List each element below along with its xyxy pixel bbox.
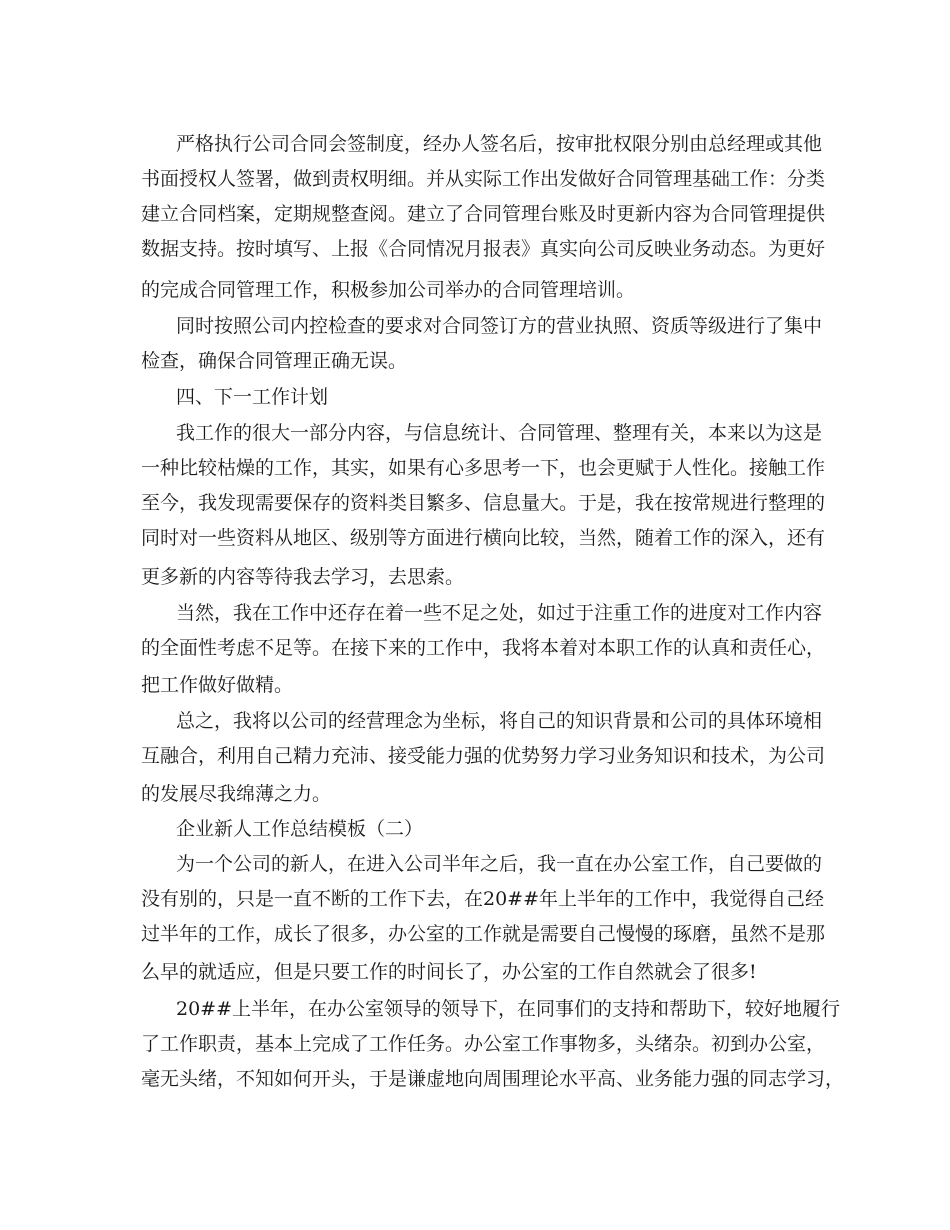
paragraph-line: 更多新的内容等待我去学习，去思索。 [141, 566, 465, 588]
paragraph-line: 一种比较枯燥的工作，其实，如果有心多思考一下，也会更赋于人性化。接触工作 [141, 457, 826, 479]
paragraph-line: 了工作职责，基本上完成了工作任务。办公室工作事物多，头绪杂。初到办公室， [141, 1033, 826, 1055]
paragraph-line: 我工作的很大一部分内容，与信息统计、合同管理、整理有关，本来以为这是 [176, 422, 823, 444]
paragraph-line: 没有别的，只是一直不断的工作下去，在20##年上半年的工作中，我觉得自己经 [141, 888, 825, 910]
paragraph-line: 的全面性考虑不足等。在接下来的工作中，我将本着对本职工作的认真和责任心， [141, 637, 826, 659]
paragraph-line: 至今，我发现需要保存的资料类目繁多、信息量大。于是，我在按常规进行整理的 [141, 492, 826, 514]
paragraph-line: 的完成合同管理工作，积极参加公司举办的合同管理培训。 [141, 279, 636, 301]
paragraph-line: 过半年的工作，成长了很多，办公室的工作就是需要自己慢慢的琢磨，虽然不是那 [141, 923, 826, 945]
paragraph-line: 把工作做好做精。 [141, 674, 294, 696]
section-heading: 四、下一工作计划 [176, 386, 329, 408]
paragraph-line: 的发展尽我绵薄之力。 [141, 783, 332, 805]
paragraph-line: 书面授权人签署，做到责权明细。并从实际工作出发做好合同管理基础工作：分类 [141, 168, 826, 190]
paragraph-line: 当然，我在工作中还存在着一些不足之处，如过于注重工作的进度对工作内容 [176, 602, 823, 624]
paragraph-line: 么早的就适应，但是只要工作的时间长了，办公室的工作自然就会了很多! [141, 961, 757, 983]
paragraph-line: 20##上半年，在办公室领导的领导下，在同事们的支持和帮助下，较好地履行 [176, 998, 841, 1020]
paragraph-line: 同时对一些资料从地区、级别等方面进行横向比较，当然，随着工作的深入，还有 [141, 527, 826, 549]
paragraph-line: 建立合同档案，定期规整查阅。建立了合同管理台账及时更新内容为合同管理提供 [141, 203, 826, 225]
paragraph-line: 总之，我将以公司的经营理念为坐标，将自己的知识背景和公司的具体环境相 [176, 710, 823, 732]
paragraph-line: 毫无头绪，不知如何开头，于是谦虚地向周围理论水平高、业务能力强的同志学习， [141, 1068, 845, 1090]
paragraph-line: 严格执行公司合同会签制度，经办人签名后，按审批权限分别由总经理或其他 [176, 133, 823, 155]
section-heading: 企业新人工作总结模板（二） [176, 818, 424, 840]
paragraph-line: 为一个公司的新人，在进入公司半年之后，我一直在办公室工作，自己要做的 [176, 853, 823, 875]
paragraph-line: 互融合，利用自己精力充沛、接受能力强的优势努力学习业务知识和技术，为公司 [141, 745, 826, 767]
paragraph-line: 检查，确保合同管理正确无误。 [141, 350, 408, 372]
paragraph-line: 同时按照公司内控检查的要求对合同签订方的营业执照、资质等级进行了集中 [176, 315, 823, 337]
paragraph-line: 数据支持。按时填写、上报《合同情况月报表》真实向公司反映业务动态。为更好 [141, 238, 826, 260]
